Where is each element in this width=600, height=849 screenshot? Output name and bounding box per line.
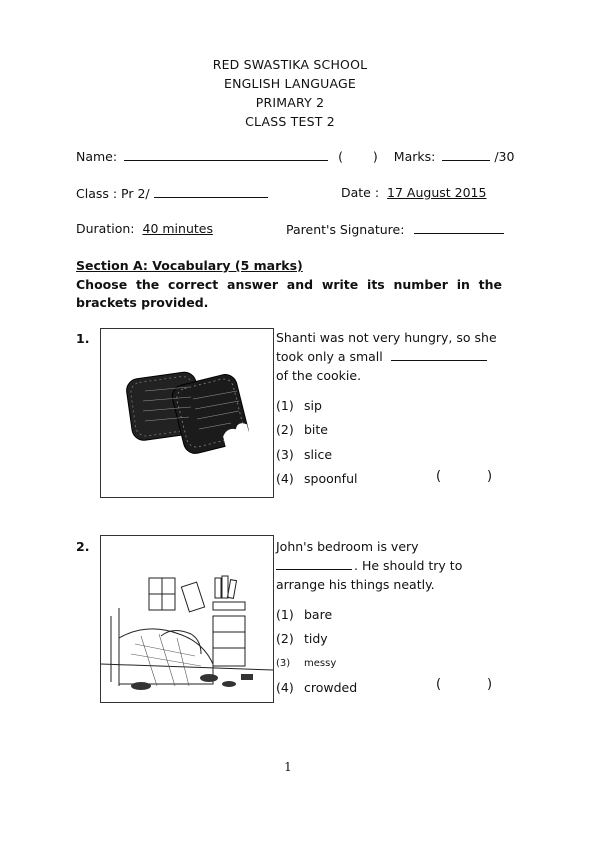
duration-label: Duration: <box>76 221 135 236</box>
question-number: 2. <box>76 539 90 554</box>
test-name: CLASS TEST 2 <box>245 114 335 129</box>
option-item[interactable] <box>276 602 357 627</box>
option-item[interactable] <box>276 627 357 652</box>
date-row <box>341 185 486 200</box>
answer-field[interactable] <box>448 466 484 486</box>
option-number: (4) <box>276 471 294 487</box>
option-item[interactable] <box>276 651 357 676</box>
name-field[interactable] <box>124 148 328 161</box>
marks-label: Marks: <box>393 149 436 164</box>
messy-bedroom-icon <box>101 536 273 702</box>
option-item[interactable] <box>276 467 357 492</box>
option-number: (3) <box>276 446 294 462</box>
option-text: tidy <box>304 631 328 647</box>
question-number: 1. <box>76 331 90 346</box>
option-number: (4) <box>276 680 294 696</box>
option-text: bite <box>304 422 328 438</box>
subject-name: ENGLISH LANGUAGE <box>224 76 356 91</box>
answer-field[interactable] <box>448 674 484 694</box>
option-text: slice <box>304 446 333 462</box>
option-item[interactable] <box>276 393 357 418</box>
question-line-part: took only a small <box>276 349 383 364</box>
question-line <box>276 347 497 366</box>
section-title: Section A: Vocabulary (5 marks) <box>76 258 303 273</box>
options-list <box>276 602 357 700</box>
option-number: (1) <box>276 397 294 413</box>
answer-bracket-open: ( <box>436 677 442 692</box>
answer-bracket-close: ) <box>487 677 493 692</box>
option-number: (2) <box>276 631 294 647</box>
question-line: of the cookie. <box>276 368 362 383</box>
register-bracket-open: ( <box>338 149 343 164</box>
question-line: arrange his things neatly. <box>276 577 435 592</box>
question-line: John's bedroom is very <box>276 539 419 554</box>
marks-total: /30 <box>494 149 515 164</box>
signature-row <box>286 221 504 237</box>
signature-label: Parent's Signature: <box>286 222 405 237</box>
cookie-picture <box>100 328 274 498</box>
name-row <box>76 148 514 164</box>
register-bracket-close: ) <box>372 149 378 164</box>
blank-line <box>391 348 487 361</box>
page-number: 1 <box>284 760 292 774</box>
date-value: 17 August 2015 <box>387 185 487 200</box>
class-row <box>76 185 268 201</box>
bedroom-picture <box>100 535 274 703</box>
class-label: Class : Pr 2/ <box>76 186 150 201</box>
option-item[interactable] <box>276 442 357 467</box>
question-text <box>276 328 497 385</box>
class-field[interactable] <box>154 185 268 198</box>
duration-row <box>76 221 213 236</box>
signature-field[interactable] <box>414 221 504 234</box>
option-text: spoonful <box>304 471 358 487</box>
options-list <box>276 393 357 491</box>
question-line: Shanti was not very hungry, so she <box>276 330 497 345</box>
cookie-icon <box>101 329 273 497</box>
option-number: (3) <box>276 657 291 669</box>
question-line-part: . He should try to <box>354 558 463 573</box>
level-name: PRIMARY 2 <box>255 95 325 110</box>
option-text: crowded <box>304 680 358 696</box>
option-number: (2) <box>276 422 294 438</box>
option-number: (1) <box>276 606 294 622</box>
date-label: Date : <box>341 185 380 200</box>
option-item[interactable] <box>276 418 357 443</box>
worksheet-header <box>0 55 580 131</box>
option-text: sip <box>304 397 322 413</box>
option-item[interactable] <box>276 676 357 701</box>
option-text: messy <box>304 657 337 669</box>
question-line <box>276 556 462 575</box>
answer-bracket-open: ( <box>436 469 442 484</box>
marks-field[interactable] <box>442 148 490 161</box>
section-instruction: Choose the correct answer and write its number in the brackets provided. <box>76 277 502 310</box>
name-label: Name: <box>76 149 118 164</box>
question-text <box>276 537 462 594</box>
duration-value: 40 minutes <box>142 221 213 236</box>
blank-line <box>276 557 352 570</box>
school-name: RED SWASTIKA SCHOOL <box>212 57 368 72</box>
option-text: bare <box>304 606 333 622</box>
answer-bracket-close: ) <box>487 469 493 484</box>
